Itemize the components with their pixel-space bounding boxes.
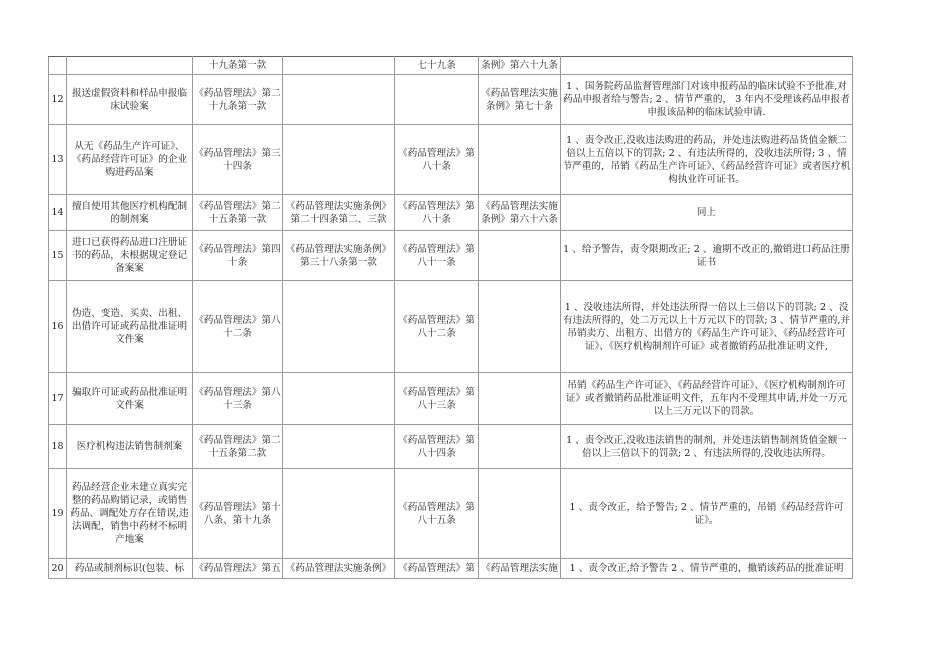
penalty-content: 1 、责令改正，给予警告; 2 、情节严重的，吊销《药品经营许可证》。 — [569, 501, 844, 526]
penalty-regulation-article-cell — [479, 559, 561, 579]
penalty-law-article-cell — [395, 559, 479, 579]
row-number-cell — [49, 195, 67, 231]
table-row — [49, 125, 853, 195]
penalty-content: 1 、责令改正,没收违法购进的药品，并处违法购进药品货值金额二倍以上五倍以下的罚款; 2 、有违法所得的，没收违法所得; 3 、情节严重的，吊销《药品生产许可证》、《药品经营许可证》或者医疗机构执业许可证书。 — [562, 134, 851, 185]
penalty-law-article: 《药品管理法》第八十三条 — [398, 386, 475, 411]
regulation-basis-article-cell — [283, 425, 395, 469]
table-row — [49, 425, 853, 469]
row-number: 12 — [51, 94, 64, 105]
law-basis-article-cell — [193, 469, 283, 559]
law-basis-article-cell — [193, 373, 283, 425]
case-name: 医疗机构违法销售制剂案 — [76, 441, 183, 452]
law-basis-article: 《药品管理法》第十八条、第十九条 — [194, 501, 281, 526]
row-number: 20 — [51, 563, 64, 574]
row-number: 14 — [51, 207, 64, 218]
case-name-cell — [67, 425, 193, 469]
law-basis-article-cell — [193, 195, 283, 231]
case-name-cell — [67, 559, 193, 579]
law-penalty-table — [48, 56, 853, 579]
penalty-law-article-cell — [395, 425, 479, 469]
law-basis-article-cell — [193, 231, 283, 281]
case-name: 从无《药品生产许可证》、《药品经营许可证》的企业购进药品案 — [71, 141, 188, 178]
penalty-law-article-cell — [395, 373, 479, 425]
case-name: 报送虚假资料和样品申报临床试验案 — [71, 87, 188, 112]
penalty-content: 1 、责令改正,没收违法销售的制剂，并处违法销售制剂货值金额一倍以上三倍以下的罚款; 2 、有违法所得的,没收违法所得。 — [566, 434, 847, 459]
case-name: 进口已获得药品进口注册证书的药品，未根据规定登记备案案 — [71, 237, 188, 274]
penalty-regulation-article-cell — [479, 425, 561, 469]
penalty-content-cell — [561, 125, 853, 195]
regulation-basis-article: 《药品管理法实施条例》第二十四条第二、三款 — [285, 200, 392, 225]
row-number: 15 — [51, 250, 64, 261]
case-name-cell — [67, 57, 193, 75]
law-basis-article-cell — [193, 57, 283, 75]
row-number-cell — [49, 469, 67, 559]
row-number: 13 — [51, 154, 64, 165]
table-row — [49, 469, 853, 559]
law-basis-article-cell — [193, 559, 283, 579]
regulation-basis-article-cell — [283, 75, 395, 125]
law-basis-article: 《药品管理法》第五 — [194, 563, 281, 574]
case-name-cell — [67, 373, 193, 425]
law-basis-article-cell — [193, 125, 283, 195]
penalty-regulation-article-cell — [479, 469, 561, 559]
law-basis-article: 《药品管理法》第八十二条 — [194, 314, 281, 339]
row-number-cell — [49, 559, 67, 579]
penalty-content-cell — [561, 469, 853, 559]
penalty-law-article-cell — [395, 281, 479, 373]
penalty-regulation-article-cell — [479, 195, 561, 231]
penalty-content-cell — [561, 195, 853, 231]
penalty-law-article: 《药品管理法》第八十二条 — [398, 314, 475, 339]
regulation-basis-article-cell — [283, 559, 395, 579]
penalty-law-article: 《药品管理法》第八十一条 — [398, 243, 475, 268]
table-row — [49, 57, 853, 75]
penalty-law-article: 《药品管理法》第八十条 — [398, 147, 475, 172]
penalty-content: 吊销《药品生产许可证》、《药品经营许可证》、《医疗机构制剂许可证》或者撤销药品批准证明文件，五年内不受理其申请,并处一万元以上三万元以下的罚款。 — [565, 380, 848, 417]
law-basis-article: 《药品管理法》第四十条 — [194, 243, 281, 268]
penalty-regulation-article: 《药品管理法实施条例》第七十条 — [481, 87, 558, 112]
row-number-cell — [49, 125, 67, 195]
penalty-content: 1 、没收违法所得，并处违法所得一倍以上三倍以下的罚款; 2 、没有违法所得的，处二万元以上十万元以下的罚款; 3 、情节严重的,并吊销卖方、出租方、出借方的《药品生产许可证》、《药品经营许可证》、《医疗机构制剂许可证》或者撤销药品批准证明文件, — [562, 301, 851, 352]
penalty-regulation-article-cell — [479, 125, 561, 195]
penalty-law-article-cell — [395, 57, 479, 75]
regulation-basis-article-cell — [283, 373, 395, 425]
table-row — [49, 75, 853, 125]
row-number-cell — [49, 75, 67, 125]
case-name-cell — [67, 281, 193, 373]
penalty-content-cell — [561, 281, 853, 373]
case-name-cell — [67, 125, 193, 195]
penalty-law-article: 《药品管理法》第八十四条 — [398, 434, 475, 459]
penalty-content-cell — [561, 75, 853, 125]
row-number-cell — [49, 425, 67, 469]
penalty-regulation-article-cell — [479, 231, 561, 281]
penalty-content-cell — [561, 373, 853, 425]
penalty-content: 同上 — [696, 207, 717, 218]
row-number: 16 — [51, 321, 64, 332]
law-basis-article: 《药品管理法》第二十五条第二款 — [194, 434, 281, 459]
case-name: 擅自使用其他医疗机构配制的制剂案 — [71, 200, 188, 225]
law-basis-article: 《药品管理法》第二十五条第一款 — [194, 200, 281, 225]
case-name-cell — [67, 195, 193, 231]
case-name-cell — [67, 469, 193, 559]
row-number: 18 — [51, 441, 64, 452]
penalty-regulation-article: 《药品管理法实施条例》第六十六条 — [481, 200, 558, 225]
case-name-cell — [67, 75, 193, 125]
case-name-cell — [67, 231, 193, 281]
table-row — [49, 195, 853, 231]
law-basis-article-cell — [193, 281, 283, 373]
row-number-cell — [49, 231, 67, 281]
penalty-content-cell — [561, 231, 853, 281]
table-row — [49, 559, 853, 579]
penalty-law-article-cell — [395, 231, 479, 281]
table-row — [49, 373, 853, 425]
penalty-content-cell — [561, 57, 853, 75]
penalty-content: 1 、国务院药品监督管理部门对该申报药品的临床试验不予批准,对药品申报者给与警告; 2 、情节严重的， 3 年内不受理该药品申报者申报该品种的临床试验申请. — [563, 81, 850, 118]
law-basis-article: 《药品管理法》第三十四条 — [194, 147, 281, 172]
penalty-regulation-article-cell — [479, 373, 561, 425]
law-basis-article-cell — [193, 425, 283, 469]
row-number-cell — [49, 373, 67, 425]
penalty-law-article-cell — [395, 125, 479, 195]
regulation-basis-article-cell — [283, 125, 395, 195]
regulation-basis-article: 《药品管理法实施条例》第三十八条第一款 — [285, 243, 392, 268]
penalty-content-cell — [561, 425, 853, 469]
penalty-content-cell — [561, 559, 853, 579]
penalty-regulation-article-cell — [479, 75, 561, 125]
table-row — [49, 231, 853, 281]
law-basis-article-cell — [193, 75, 283, 125]
case-name: 骗取许可证或药品批准证明文件案 — [71, 386, 188, 411]
case-name: 药品经营企业未建立真实完整的药品购销记录，或销售药品、调配处方存在错误,违法调配，销售中药材不标明产地案 — [70, 482, 189, 545]
regulation-basis-article-cell — [283, 469, 395, 559]
penalty-law-article-cell — [395, 469, 479, 559]
penalty-regulation-article: 《药品管理法实施 — [481, 563, 558, 574]
row-number-cell — [49, 57, 67, 75]
regulation-basis-article-cell — [283, 231, 395, 281]
penalty-law-article-cell — [395, 75, 479, 125]
regulation-basis-article-cell — [283, 281, 395, 373]
penalty-law-article: 《药品管理法》第八十五条 — [398, 501, 475, 526]
row-number: 19 — [51, 508, 64, 519]
regulation-basis-article-cell — [283, 195, 395, 231]
table-row — [49, 281, 853, 373]
penalty-law-article: 《药品管理法》第 — [398, 563, 475, 574]
penalty-content: 1 、给予警告，责令限期改正; 2 、逾期不改正的,撤销进口药品注册证书 — [563, 243, 850, 268]
case-name: 药品或制剂标识(包装、标 — [74, 563, 185, 574]
law-basis-article: 《药品管理法》第二十九条第一款 — [194, 87, 281, 112]
law-basis-article: 十九条第一款 — [208, 60, 267, 71]
regulation-basis-article: 《药品管理法实施条例》 — [285, 563, 392, 574]
row-number: 17 — [51, 393, 64, 404]
penalty-regulation-article: 条例》第六十九条 — [481, 60, 558, 71]
case-name: 伪造、变造、买卖、出租、出借许可证或药品批准证明文件案 — [71, 308, 188, 345]
penalty-law-article: 《药品管理法》第八十条 — [398, 200, 475, 225]
penalty-law-article-cell — [395, 195, 479, 231]
penalty-law-article: 七十九条 — [417, 60, 456, 71]
row-number-cell — [49, 281, 67, 373]
penalty-regulation-article-cell — [479, 281, 561, 373]
penalty-content: 1 、责令改正,给予警告 2 、情节严重的，撤销该药品的批准证明 — [569, 563, 844, 574]
regulation-basis-article-cell — [283, 57, 395, 75]
law-basis-article: 《药品管理法》第八十三条 — [194, 386, 281, 411]
penalty-regulation-article-cell — [479, 57, 561, 75]
